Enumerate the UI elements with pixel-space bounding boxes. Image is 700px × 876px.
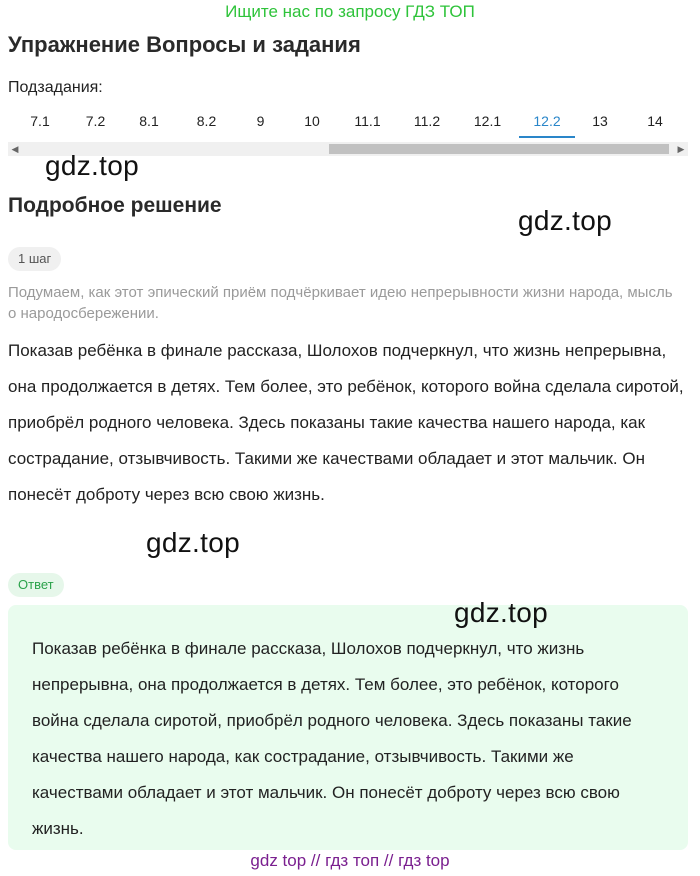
promo-banner: Ищите нас по запросу ГДЗ ТОП [225,2,475,21]
scroll-left-arrow-icon[interactable]: ◀ [11,144,19,154]
subtasks-label: Подзадания: [8,79,103,96]
tab-7-1[interactable]: 7.1 [30,113,50,129]
page-title: Упражнение Вопросы и задания [8,32,361,57]
tab-8-2[interactable]: 8.2 [196,113,217,129]
tab-9[interactable]: 9 [256,113,265,129]
section-title: Подробное решение [8,194,222,217]
tab-14[interactable]: 14 [647,113,663,129]
tab-8-1[interactable]: 8.1 [139,113,159,129]
solution-text: Показав ребёнка в финале рассказа, Шолохов подчеркнул, что жизнь непрерывна, она продолжается в детях. Тем более, это ребёнок, которого война сделала сиротой, приобрёл родного человека. Здесь показаны такие качества нашего народа, как сострадание, отзывчивость. Такими же качествами обладает и этот мальчик. Он понесёт доброту через всю свою жизнь. [8,341,684,504]
answer-text: Показав ребёнка в финале рассказа, Шолохов подчеркнул, что жизнь непрерывна, она продолжается в детях. Тем более, это ребёнок, которого война сделала сиротой, приобрёл родного человека. Здесь показаны такие качества нашего народа, как сострадание, отзывчивость. Такими же качествами обладает и этот мальчик. Он понесёт доброту через всю свою жизнь. [32,639,632,838]
scroll-right-arrow-icon[interactable]: ▶ [677,144,685,154]
watermark: gdz.top [454,597,548,628]
tab-11-1[interactable]: 11.1 [354,113,381,129]
step-badge: 1 шаг [8,247,61,271]
tab-7-2[interactable]: 7.2 [85,113,106,129]
step-hint: Подумаем, как этот эпический приём подчёркивает идею непрерывности жизни народа, мысль о народосбережении. [8,284,673,322]
tab-13[interactable]: 13 [592,113,608,129]
answer-badge: Ответ [8,573,64,597]
watermark: gdz.top [45,150,139,181]
footer-links[interactable]: gdz top // гдз топ // гдз top [250,851,450,870]
answer-box [8,605,688,850]
watermark: gdz.top [146,527,240,558]
scroll-thumb[interactable] [329,144,669,154]
tab-12-1[interactable]: 12.1 [473,113,502,129]
tab-12-2[interactable]: 12.2 [519,104,575,138]
tab-11-2[interactable]: 11.2 [413,113,441,129]
tab-10[interactable]: 10 [304,113,320,129]
subtask-tabs [8,104,688,142]
watermark: gdz.top [518,205,612,236]
